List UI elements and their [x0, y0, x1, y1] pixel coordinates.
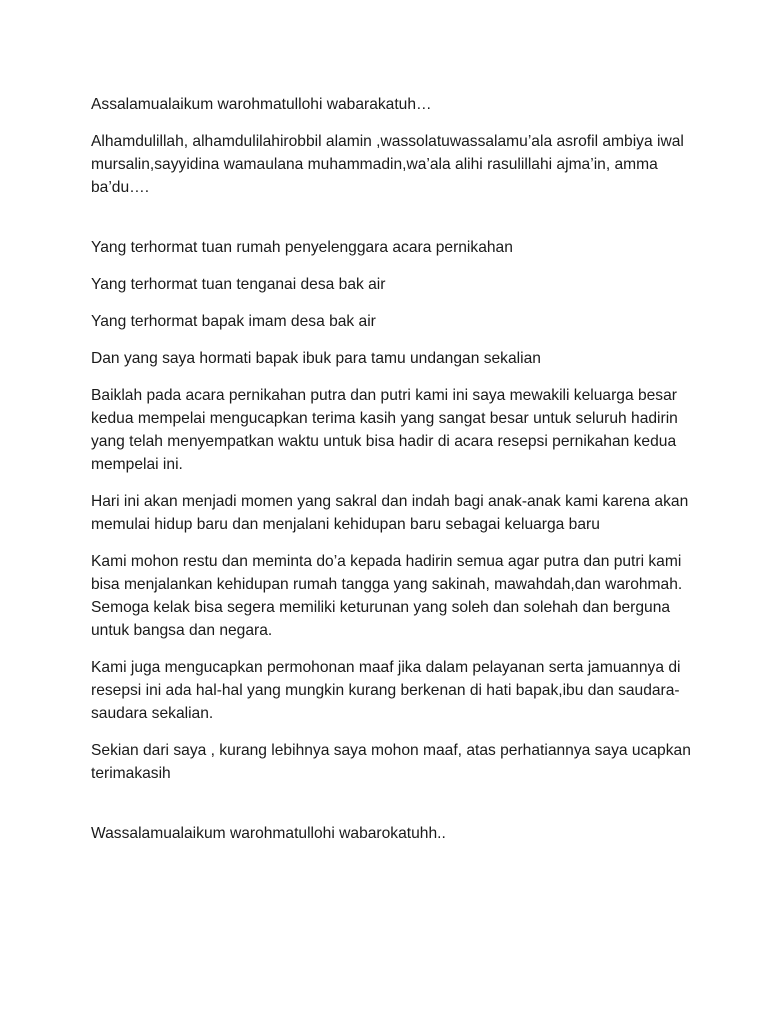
- paragraph-thanks: Baiklah pada acara pernikahan putra dan putri kami ini saya mewakili keluarga besar kedua mempelai mengucapkan terima kasih yang sangat besar untuk seluruh hadirin yang telah menyempatkan waktu untuk bisa hadir di acara resepsi pernikahan kedua mempelai ini.: [91, 387, 678, 473]
- salutation-elder: Yang terhormat tuan tenganai desa bak air: [91, 276, 386, 293]
- salutation-host: Yang terhormat tuan rumah penyelenggara acara pernikahan: [91, 239, 513, 256]
- paragraph-apology: Kami juga mengucapkan permohonan maaf jika dalam pelayanan serta jamuannya di resepsi ini ada hal-hal yang mungkin kurang berkenan di hati bapak,ibu dan saudara-saudara sekalian.: [91, 659, 681, 722]
- paragraph-closing: Sekian dari saya , kurang lebihnya saya mohon maaf, atas perhatiannya saya ucapkan terimakasih: [91, 742, 691, 782]
- opening-prayer: Alhamdulillah, alhamdulilahirobbil alamin ,wassolatuwassalamu’ala asrofil ambiya iwal mursalin,sayyidina wamaulana muhammadin,wa’ala alihi rasulillahi ajma’in, amma ba’du….: [91, 133, 684, 196]
- document-body: [91, 93, 691, 859]
- greeting-closing: Wassalamualaikum warohmatullohi wabarokatuhh..: [91, 825, 446, 842]
- greeting-opening: Assalamualaikum warohmatullohi wabarakatuh…: [91, 96, 432, 113]
- salutation-guests: Dan yang saya hormati bapak ibuk para tamu undangan sekalian: [91, 350, 541, 367]
- paragraph-blessing: Kami mohon restu dan meminta do’a kepada hadirin semua agar putra dan putri kami bisa menjalankan kehidupan rumah tangga yang sakinah, mawahdah,dan warohmah. Semoga kelak bisa segera memiliki keturunan yang soleh dan solehah dan berguna untuk bangsa dan negara.: [91, 553, 683, 639]
- salutation-imam: Yang terhormat bapak imam desa bak air: [91, 313, 376, 330]
- paragraph-sacred-moment: Hari ini akan menjadi momen yang sakral dan indah bagi anak-anak kami karena akan memulai hidup baru dan menjalani kehidupan baru sebagai keluarga baru: [91, 493, 689, 533]
